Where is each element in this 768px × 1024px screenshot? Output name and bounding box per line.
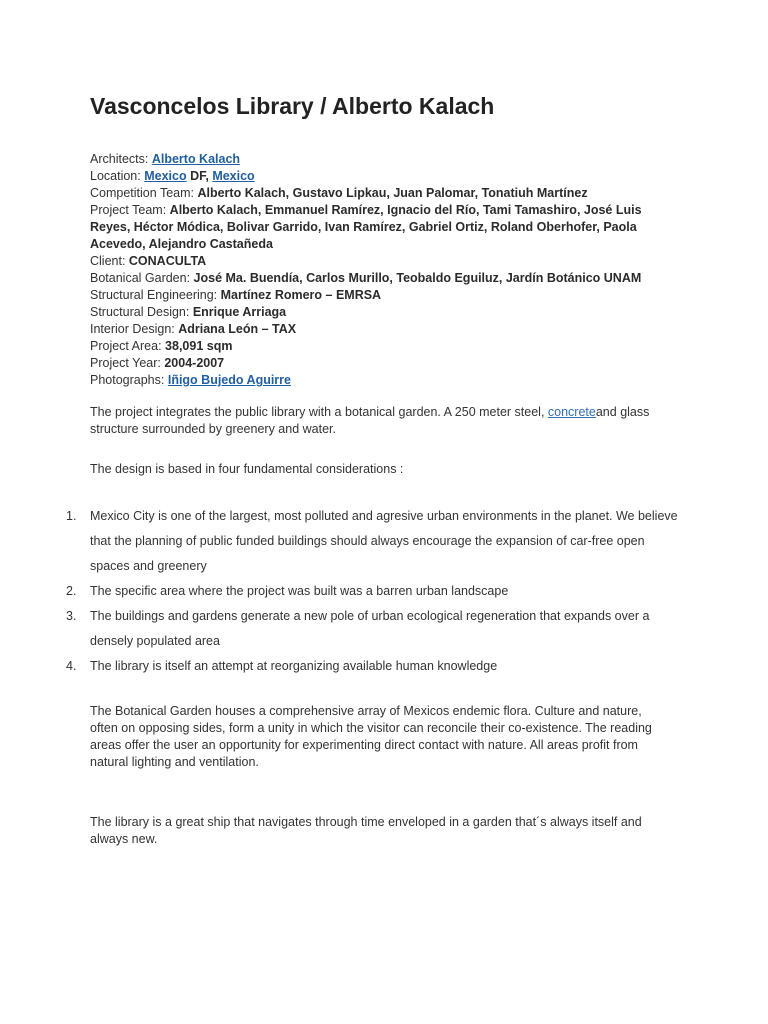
credit-label: Project Team:	[90, 203, 170, 217]
credit-botanical-garden	[90, 270, 670, 287]
credit-value: Alberto Kalach, Gustavo Lipkau, Juan Palomar, Tonatiuh Martínez	[197, 186, 588, 200]
credit-photographs	[90, 372, 670, 389]
credit-competition-team	[90, 185, 670, 202]
credit-value: Alberto Kalach, Emmanuel Ramírez, Ignacio del Río, Tami Tamashiro, José Luis Reyes, Héctor Módica, Bolivar Garrido, Ivan Ramírez, Gabriel Ortiz, Roland Oberhofer, Paola Acevedo, Alejandro Castañeda	[90, 203, 642, 251]
concrete-link[interactable]: concrete	[547, 405, 596, 419]
credit-label: Competition Team:	[90, 186, 198, 200]
credit-structural-design	[90, 304, 670, 321]
list-number: 4.	[66, 659, 77, 673]
credit-location	[90, 168, 670, 185]
page-title: Vasconcelos Library / Alberto Kalach	[90, 93, 495, 119]
list-text: The buildings and gardens generate a new pole of urban ecological regeneration that expands over a densely populated area	[90, 609, 650, 648]
list-number: 1.	[66, 509, 77, 523]
credit-project-area	[90, 338, 670, 355]
credit-label: Project Year:	[90, 356, 165, 370]
credit-label: Structural Engineering:	[90, 288, 221, 302]
credit-value: 38,091 sqm	[165, 339, 233, 353]
credit-interior-design	[90, 321, 670, 338]
list-number: 3.	[66, 609, 77, 623]
credit-label: Project Area:	[90, 339, 166, 353]
credit-architects	[90, 151, 670, 168]
photographer-link[interactable]: Iñigo Bujedo Aguirre	[167, 373, 291, 387]
location-separator: DF,	[186, 169, 213, 183]
credit-label: Location:	[90, 169, 145, 183]
credit-label: Interior Design:	[90, 322, 179, 336]
credit-value: Martínez Romero – EMRSA	[220, 288, 382, 302]
botanical-paragraph: The Botanical Garden houses a comprehensive array of Mexicos endemic flora. Culture and nature, often on opposing sides, form a unity in which the visitor can reconcile their co-existence. The reading areas offer the user an opportunity for experimenting direct contact with nature. All areas profit from natural lighting and ventilation.	[90, 704, 652, 769]
architect-link[interactable]: Alberto Kalach	[151, 152, 241, 166]
intro-text-end: and glass structure surrounded by greenery and water.	[90, 405, 650, 436]
list-item	[66, 579, 680, 604]
credit-label: Botanical Garden:	[90, 271, 194, 285]
list-number: 2.	[66, 584, 77, 598]
credit-label: Client:	[90, 254, 129, 268]
intro-text: The project integrates the public library with a botanical garden. A 250 meter steel,	[90, 405, 548, 419]
location-link-country[interactable]: Mexico	[212, 169, 255, 183]
list-item	[66, 504, 680, 579]
credit-structural-engineering	[90, 287, 670, 304]
credit-value: José Ma. Buendía, Carlos Murillo, Teobaldo Eguiluz, Jardín Botánico UNAM	[193, 271, 642, 285]
considerations-list	[66, 504, 680, 679]
location-link-city[interactable]: Mexico	[144, 169, 187, 183]
credit-value: CONACULTA	[128, 254, 207, 268]
credit-label: Photographs:	[90, 373, 168, 387]
intro-paragraph	[90, 404, 670, 438]
credit-label: Architects:	[90, 152, 152, 166]
considerations-intro: The design is based in four fundamental considerations :	[90, 462, 404, 476]
credit-value: 2004-2007	[164, 356, 225, 370]
credit-project-team	[90, 202, 670, 253]
credit-project-year	[90, 355, 670, 372]
list-text: The specific area where the project was built was a barren urban landscape	[90, 584, 509, 598]
list-item	[66, 604, 680, 654]
credit-client	[90, 253, 670, 270]
list-item	[66, 654, 680, 679]
list-text: The library is itself an attempt at reorganizing available human knowledge	[90, 659, 498, 673]
closing-paragraph: The library is a great ship that navigates through time enveloped in a garden that´s always itself and always new.	[90, 815, 642, 846]
project-credits	[90, 151, 670, 389]
list-text: Mexico City is one of the largest, most polluted and agresive urban environments in the planet. We believe that the planning of public funded buildings should always encourage the expansion of car-free open spaces and greenery	[90, 509, 678, 573]
credit-value: Adriana León – TAX	[178, 322, 297, 336]
credit-label: Structural Design:	[90, 305, 193, 319]
credit-value: Enrique Arriaga	[192, 305, 287, 319]
